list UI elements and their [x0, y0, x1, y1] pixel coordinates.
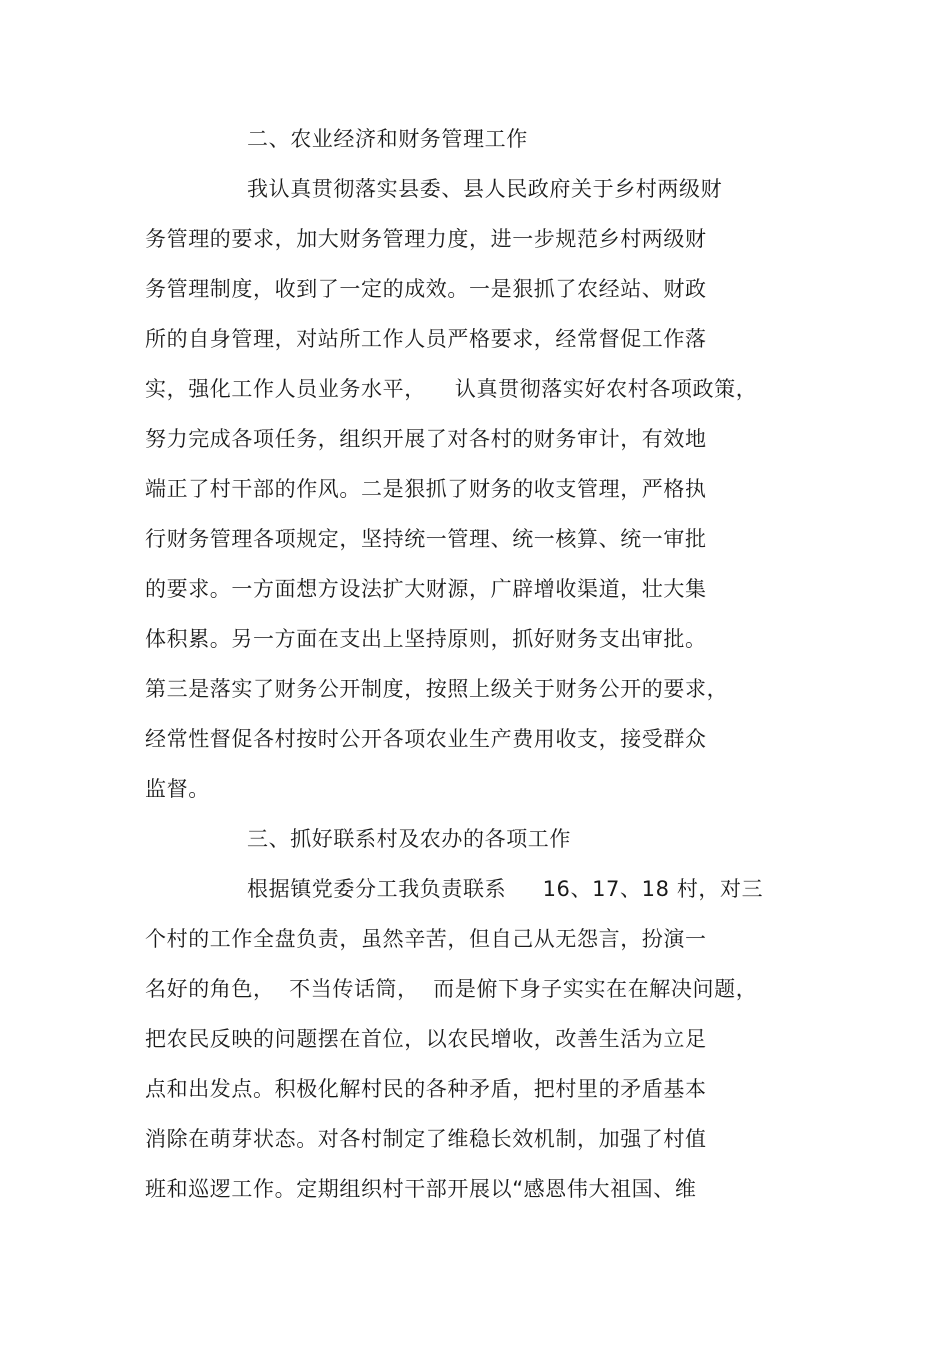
section-heading: 二、农业经济和财务管理工作	[247, 127, 528, 151]
paragraph-line: 我认真贯彻落实县委、县人民政府关于乡村两级财	[247, 177, 723, 201]
paragraph-line: 的要求。一方面想方设法扩大财源，广辟增收渠道，壮大集	[145, 577, 707, 601]
paragraph-line: 消除在萌芽状态。对各村制定了维稳长效机制，加强了村值	[145, 1127, 707, 1151]
paragraph-line: 努力完成各项任务，组织开展了对各村的财务审计，有效地	[145, 427, 707, 451]
paragraph-line: 经常性督促各村按时公开各项农业生产费用收支，接受群众	[145, 727, 707, 751]
paragraph-line: 端正了村干部的作风。二是狠抓了财务的收支管理，严格执	[145, 477, 707, 501]
paragraph-line: 行财务管理各项规定，坚持统一管理、统一核算、统一审批	[145, 527, 707, 551]
paragraph-line: 第三是落实了财务公开制度，按照上级关于财务公开的要求，	[145, 677, 729, 701]
paragraph-line: 名好的角色， 不当传话筒， 而是俯下身子实实在在解决问题，	[145, 977, 758, 1001]
paragraph-line: 务管理的要求，加大财务管理力度，进一步规范乡村两级财	[145, 227, 707, 251]
paragraph-line: 所的自身管理，对站所工作人员严格要求，经常督促工作落	[145, 327, 707, 351]
paragraph-line: 班和巡逻工作。定期组织村干部开展以“感恩伟大祖国、维	[145, 1177, 697, 1201]
section-heading: 三、抓好联系村及农办的各项工作	[247, 827, 571, 851]
paragraph-line: 体积累。另一方面在支出上坚持原则，抓好财务支出审批。	[145, 627, 707, 651]
paragraph-line: 点和出发点。积极化解村民的各种矛盾，把村里的矛盾基本	[145, 1077, 707, 1101]
paragraph-line: 把农民反映的问题摆在首位，以农民增收，改善生活为立足	[145, 1027, 707, 1051]
paragraph-line: 根据镇党委分工我负责联系 16、17、18 村，对三	[247, 877, 764, 901]
paragraph-line: 务管理制度，收到了一定的成效。一是狠抓了农经站、财政	[145, 277, 707, 301]
paragraph-line: 监督。	[145, 777, 210, 801]
paragraph-line: 实，强化工作人员业务水平， 认真贯彻落实好农村各项政策，	[145, 377, 758, 401]
paragraph-line: 个村的工作全盘负责，虽然辛苦，但自己从无怨言，扮演一	[145, 927, 707, 951]
